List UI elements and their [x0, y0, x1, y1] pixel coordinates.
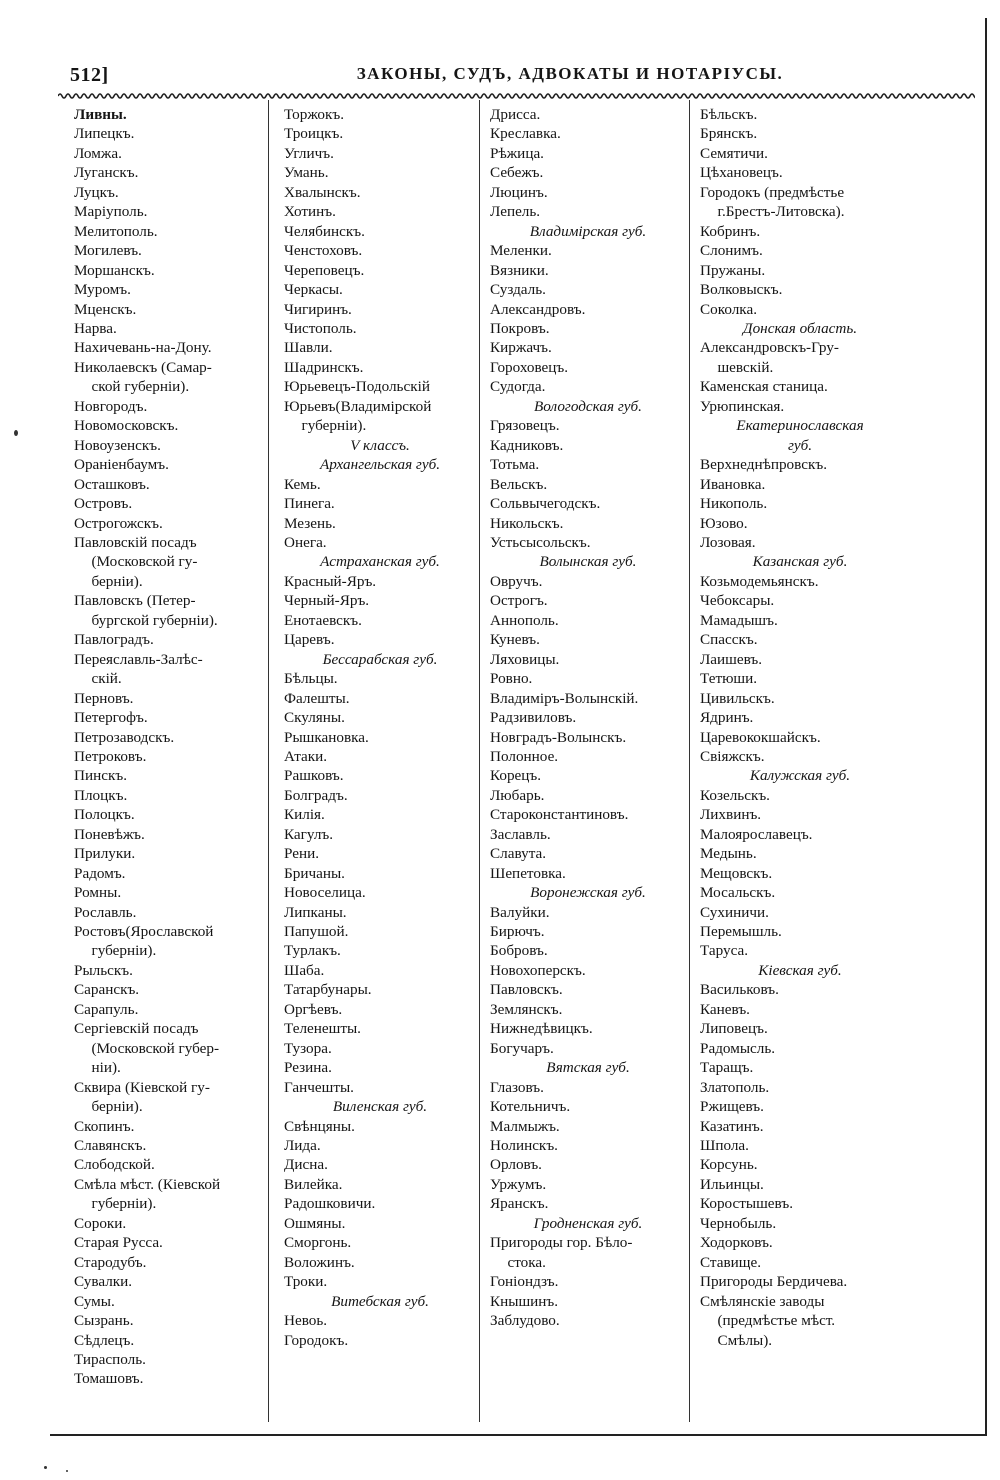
section-heading: Владимірская губ.	[529, 222, 647, 240]
place-entry: Смѣлянскіе заводы	[700, 1292, 825, 1310]
place-entry: Турлакъ.	[284, 942, 341, 960]
place-entry: Юрьевецъ-Подольскій	[284, 378, 430, 396]
section-heading: Волынская губ.	[539, 553, 637, 571]
place-entry: Любарь.	[490, 786, 545, 804]
section-heading: Виленская губ.	[332, 1098, 428, 1116]
column-2	[284, 105, 476, 1430]
place-entry: Нарва.	[74, 319, 117, 337]
place-entry: губерніи).	[301, 417, 367, 435]
place-entry: Покровъ.	[490, 319, 550, 337]
place-entry: (предмѣстье мѣст.	[717, 1312, 836, 1330]
place-entry: Аннополь.	[490, 611, 559, 629]
place-entry: Луганскъ.	[74, 164, 139, 182]
place-entry: Кадниковъ.	[490, 436, 564, 454]
place-entry: Бѣльскъ.	[700, 106, 758, 123]
place-entry: Корсунь.	[700, 1156, 758, 1174]
place-entry: шевскій.	[717, 358, 774, 376]
place-entry: Сувалки.	[74, 1273, 133, 1291]
place-entry: ніи).	[91, 1059, 121, 1077]
place-entry: Петергофъ.	[74, 709, 148, 727]
place-entry: Невоь.	[284, 1312, 328, 1330]
place-entry: Городокъ.	[284, 1331, 349, 1349]
place-entry: Полоцкъ.	[74, 806, 135, 824]
place-entry: Оргѣевъ.	[284, 1000, 343, 1018]
place-entry: Заславль.	[490, 825, 551, 843]
place-entry: Резина.	[284, 1059, 332, 1077]
place-entry: Перемышль.	[700, 923, 782, 941]
place-entry: Угличъ.	[284, 144, 334, 162]
section-heading: Гродненская губ.	[533, 1214, 643, 1232]
place-entry: Воложинъ.	[284, 1253, 355, 1271]
place-entry: Старая Русса.	[74, 1234, 163, 1252]
place-entry: Меленки.	[490, 242, 552, 260]
place-entry: Брянскъ.	[700, 125, 758, 143]
place-entry: скій.	[91, 670, 122, 688]
place-entry: Спасскъ.	[700, 631, 758, 649]
section-heading: губ.	[787, 436, 813, 454]
place-entry: Сороки.	[74, 1214, 127, 1232]
place-entry: Радзивиловъ.	[490, 709, 577, 727]
place-entry: Новградъ-Волынскъ.	[490, 728, 627, 746]
place-entry: Черный-Яръ.	[284, 592, 370, 610]
place-entry: Хотинъ.	[284, 203, 336, 221]
place-entry: Никополь.	[700, 495, 768, 513]
place-entry: Ровно.	[490, 670, 533, 688]
place-entry: Сольвычегодскъ.	[490, 495, 601, 513]
place-entry: Ромны.	[74, 884, 122, 902]
place-entry: Шепетовка.	[490, 864, 566, 882]
place-entry: Татарбунары.	[284, 981, 372, 999]
section-heading: Воронежская губ.	[530, 884, 646, 902]
place-entry: Козельскъ.	[700, 786, 770, 804]
place-entry: Цивильскъ.	[700, 689, 775, 707]
place-entry: Слонимъ.	[700, 242, 763, 260]
place-entry: Луцкъ.	[74, 183, 119, 201]
place-entry: Судогда.	[490, 378, 546, 396]
place-entry: Новохоперскъ.	[490, 961, 586, 979]
place-entry: Ганчешты.	[284, 1078, 354, 1096]
place-entry: Лозовая.	[700, 533, 756, 551]
place-entry: Енотаевскъ.	[284, 611, 362, 629]
place-entry: Шавли.	[284, 339, 333, 357]
place-entry: Заблудово.	[490, 1312, 560, 1330]
print-speck	[44, 1466, 47, 1469]
running-head-title: ЗАКОНЫ, СУДЪ, АДВОКАТЫ И НОТАРІУСЫ.	[356, 64, 784, 83]
place-entry: Рени.	[284, 845, 320, 863]
place-entry: Радомысль.	[700, 1039, 776, 1057]
place-entry: Шадринскъ.	[284, 358, 364, 376]
place-entry: Сарапуль.	[74, 1000, 139, 1018]
print-speck	[14, 430, 18, 436]
place-entry: Кагулъ.	[284, 825, 334, 843]
place-entry: Коростышевъ.	[700, 1195, 793, 1213]
place-entry: Кобринъ.	[700, 222, 761, 240]
place-entry: Владиміръ-Волынскій.	[490, 689, 639, 707]
section-heading: V классъ.	[350, 436, 410, 454]
place-entry: Казатинъ.	[700, 1117, 764, 1135]
place-entry: Малоярославецъ.	[700, 825, 813, 843]
place-entry: Ядринъ.	[700, 709, 754, 727]
place-entry: Киржачъ.	[490, 339, 552, 357]
place-entry: Челябинскъ.	[284, 222, 365, 240]
column-divider	[268, 100, 269, 1422]
place-entry: Малмыжъ.	[490, 1117, 560, 1135]
page-number: 512]	[70, 64, 109, 86]
place-entry: Пинега.	[284, 495, 335, 513]
place-entry: Лида.	[284, 1137, 321, 1155]
place-entry: Скопинъ.	[74, 1117, 135, 1135]
place-entry: Корецъ.	[490, 767, 542, 785]
place-entry: ской губерніи).	[91, 378, 190, 396]
place-entry: Сморгонь.	[284, 1234, 352, 1252]
place-entry: Пинскъ.	[74, 767, 127, 785]
place-entry: Бирючъ.	[490, 923, 545, 941]
place-entry: Дисна.	[284, 1156, 328, 1174]
place-entry: Фалешты.	[284, 689, 350, 707]
place-entry: Каменская станица.	[700, 378, 828, 396]
place-entry: Могилевъ.	[74, 242, 142, 260]
place-entry: Сергіевскій посадъ	[74, 1020, 199, 1038]
place-entry: Никольскъ.	[490, 514, 564, 532]
place-entry: Овручъ.	[490, 572, 543, 590]
place-entry: Ржищевъ.	[700, 1098, 764, 1116]
place-entry: Тузора.	[284, 1039, 332, 1057]
place-entry: Смѣлы).	[717, 1331, 773, 1349]
place-entry: Сѣдлецъ.	[74, 1331, 135, 1349]
place-entry: Тотьма.	[490, 456, 540, 474]
place-entry: Валуйки.	[490, 903, 550, 921]
place-entry: стока.	[507, 1253, 546, 1271]
place-entry: Рашковъ.	[284, 767, 344, 785]
place-entry: Нолинскъ.	[490, 1137, 558, 1155]
place-entry: Сумы.	[74, 1292, 115, 1310]
place-entry: Ростовъ(Ярославской	[74, 923, 214, 941]
place-entry: Александровъ.	[490, 300, 586, 318]
place-entry: Тетюши.	[700, 670, 758, 688]
place-entry: Славута.	[490, 845, 547, 863]
place-entry: Чистополь.	[284, 319, 357, 337]
place-entry: Теленешты.	[284, 1020, 361, 1038]
section-heading: Вологодская губ.	[534, 397, 642, 415]
place-entry: Перновъ.	[74, 689, 134, 707]
section-heading: Кіевская губ.	[758, 961, 842, 979]
place-entry: Стародубъ.	[74, 1253, 147, 1271]
place-entry: Ильинцы.	[700, 1175, 764, 1193]
place-entry: Люцинъ.	[490, 183, 548, 201]
place-entry: Умань.	[284, 164, 329, 182]
place-entry: Бобровъ.	[490, 942, 548, 960]
place-entry: Островъ.	[74, 495, 133, 513]
place-entry: Лихвинъ.	[700, 806, 762, 824]
place-entry: Козьмодемьянскъ.	[700, 572, 819, 590]
place-entry: Верхнеднѣпровскъ.	[700, 456, 827, 474]
place-entry: Вязники.	[490, 261, 549, 279]
section-heading: Калужская губ.	[749, 767, 851, 785]
place-entry: Урюпинская.	[700, 397, 785, 415]
section-heading: Екатеринославская	[736, 417, 864, 435]
place-entry: Александровскъ-Гру-	[700, 339, 839, 357]
place-entry: берніи).	[91, 1098, 143, 1116]
place-entry: Мценскъ.	[74, 300, 137, 318]
place-entry: Тирасполь.	[74, 1351, 146, 1368]
place-entry: Скуляны.	[284, 709, 345, 727]
place-entry: Ходорковъ.	[700, 1234, 773, 1252]
print-speck	[66, 1470, 68, 1472]
place-entry: Лаишевъ.	[700, 650, 763, 668]
place-entry: Чернобыль.	[700, 1214, 777, 1232]
place-entry: Плоцкъ.	[74, 786, 128, 804]
place-entry: г.Брестъ-Литовска).	[717, 203, 845, 221]
place-entry: Рѣжица.	[490, 144, 544, 162]
section-heading: Донская область.	[742, 319, 858, 337]
place-entry: Себежъ.	[490, 164, 544, 182]
place-entry: Черкасы.	[284, 281, 343, 299]
place-entry: Ломжа.	[74, 144, 122, 162]
place-entry: Полонное.	[490, 747, 559, 765]
place-entry: Рославль.	[74, 903, 137, 921]
place-entry: Славянскъ.	[74, 1137, 147, 1155]
place-entry: Свіяжскъ.	[700, 747, 765, 765]
place-entry: Новоузенскъ.	[74, 436, 161, 454]
place-entry: Острогъ.	[490, 592, 548, 610]
column-3	[490, 105, 686, 1430]
place-entry: Пружаны.	[700, 261, 766, 279]
place-entry: Гоніондзъ.	[490, 1273, 559, 1291]
place-entry: Сквира (Кіевской гу-	[74, 1078, 210, 1096]
place-entry: Сызрань.	[74, 1312, 134, 1330]
column-1	[74, 105, 264, 1430]
place-entry: Таруса.	[700, 942, 749, 960]
place-entry: Радошковичи.	[284, 1195, 376, 1213]
place-entry: Лепель.	[490, 203, 541, 221]
place-entry: Килія.	[284, 806, 325, 824]
place-entry: Новоселица.	[284, 884, 366, 902]
place-entry: Саранскъ.	[74, 981, 140, 999]
place-entry: Павловскій посадъ	[74, 533, 197, 551]
place-entry: Петрозаводскъ.	[74, 728, 175, 746]
section-heading: Архангельская губ.	[319, 456, 441, 474]
place-entry: Ораніенбаумъ.	[74, 456, 169, 474]
place-entry: Каневъ.	[700, 1000, 750, 1018]
place-entry: Вельскъ.	[490, 475, 548, 493]
place-entry: Рыльскъ.	[74, 961, 133, 979]
place-entry: Городокъ (предмѣстье	[700, 183, 845, 201]
place-entry: Прилуки.	[74, 845, 136, 863]
place-entry: Папушой.	[284, 923, 349, 941]
place-entry: Нахичевань-на-Дону.	[74, 339, 212, 357]
place-entry: Шпола.	[700, 1137, 749, 1155]
place-entry: Ливны.	[74, 106, 127, 123]
place-entry: Красный-Яръ.	[284, 572, 377, 590]
place-entry: Глазовъ.	[490, 1078, 544, 1096]
place-entry: Сухиничи.	[700, 903, 769, 921]
place-entry: (Московской губер-	[91, 1039, 220, 1057]
place-entry: Шаба.	[284, 961, 325, 979]
page-frame-bottom-rule	[50, 1434, 987, 1436]
place-entry: Устьсысольскъ.	[490, 533, 591, 551]
wavy-header-rule	[58, 90, 975, 102]
place-entry: Куневъ.	[490, 631, 540, 649]
place-entry: Кемь.	[284, 475, 321, 493]
place-entry: Павловскъ.	[490, 981, 563, 999]
place-entry: Липовецъ.	[700, 1020, 768, 1038]
place-entry: Острогожскъ.	[74, 514, 163, 532]
place-entry: Цѣхановецъ.	[700, 164, 783, 182]
place-entry: Хвалынскъ.	[284, 183, 361, 201]
place-entry: Гороховецъ.	[490, 358, 569, 376]
section-heading: Казанская губ.	[752, 553, 848, 571]
place-entry: Нижнедѣвицкъ.	[490, 1020, 593, 1038]
section-heading: Вятская губ.	[546, 1059, 630, 1077]
place-entry: Переяславль-Залѣс-	[74, 650, 203, 668]
place-entry: губерніи).	[91, 1195, 157, 1213]
place-entry: Вилейка.	[284, 1175, 343, 1193]
place-entry: Свѣнцяны.	[284, 1117, 355, 1135]
place-entry: Череповецъ.	[284, 261, 365, 279]
place-entry: Васильковъ.	[700, 981, 779, 999]
place-entry: Чебоксары.	[700, 592, 775, 610]
place-entry: Ивановка.	[700, 475, 766, 493]
place-entry: Новомосковскъ.	[74, 417, 179, 435]
place-entry: Павловскъ (Петер-	[74, 592, 196, 610]
place-entry: Пригороды Бердичева.	[700, 1273, 848, 1291]
place-entry: Бричаны.	[284, 864, 345, 882]
place-entry: Муромъ.	[74, 281, 131, 299]
place-entry: губерніи).	[91, 942, 157, 960]
place-entry: Грязовецъ.	[490, 417, 560, 435]
column-divider	[479, 100, 480, 1422]
place-entry: Болградъ.	[284, 786, 348, 804]
place-entry: берніи).	[91, 572, 143, 590]
column-4	[700, 105, 900, 1430]
place-entry: Атаки.	[284, 747, 328, 765]
place-entry: Мезень.	[284, 514, 336, 532]
place-entry: Липканы.	[284, 903, 347, 921]
place-entry: Богучаръ.	[490, 1039, 554, 1057]
place-entry: Мосальскъ.	[700, 884, 776, 902]
place-entry: Маріуполь.	[74, 203, 148, 221]
place-entry: Слободской.	[74, 1156, 155, 1174]
place-entry: Чигиринъ.	[284, 300, 352, 318]
place-entry: Медынь.	[700, 845, 757, 863]
place-entry: Ляховицы.	[490, 650, 560, 668]
place-entry: Моршанскъ.	[74, 261, 155, 279]
column-divider	[689, 100, 690, 1422]
place-entry: Мелитополь.	[74, 222, 158, 240]
place-entry: Осташковъ.	[74, 475, 150, 493]
place-entry: Ставище.	[700, 1253, 762, 1271]
place-entry: Дрисса.	[490, 106, 541, 123]
place-entry: Смѣла мѣст. (Кіевской	[74, 1175, 221, 1193]
place-entry: Волковыскъ.	[700, 281, 783, 299]
place-entry: Юрьевъ(Владимірской	[284, 397, 432, 415]
place-entry: Котельничъ.	[490, 1098, 571, 1116]
place-entry: Таращъ.	[700, 1059, 754, 1077]
place-entry: Златополь.	[700, 1078, 770, 1096]
place-entry: Землянскъ.	[490, 1000, 563, 1018]
place-entry: Уржумъ.	[490, 1175, 547, 1193]
place-entry: Яранскъ.	[490, 1195, 549, 1213]
place-entry: (Московской гу-	[91, 553, 198, 571]
place-entry: Бѣльцы.	[284, 670, 338, 688]
place-entry: Томашовъ.	[74, 1370, 144, 1388]
place-entry: Рышкановка.	[284, 728, 369, 746]
place-entry: Мамадышъ.	[700, 611, 778, 629]
place-entry: Липецкъ.	[74, 125, 135, 143]
place-entry: Царевъ.	[284, 631, 335, 649]
page-frame-right-rule	[985, 18, 987, 1435]
place-entry: Пригороды гор. Бѣло-	[490, 1234, 633, 1252]
place-entry: Креславка.	[490, 125, 561, 143]
place-entry: Онега.	[284, 533, 327, 551]
place-entry: Орловъ.	[490, 1156, 542, 1174]
place-entry: Юзово.	[700, 514, 748, 532]
place-entry: Кнышинъ.	[490, 1292, 559, 1310]
place-entry: Павлоградъ.	[74, 631, 154, 649]
place-entry: Мещовскъ.	[700, 864, 773, 882]
place-entry: Новгородъ.	[74, 397, 148, 415]
place-entry: Ошмяны.	[284, 1214, 346, 1232]
place-entry: Поневѣжъ.	[74, 825, 145, 843]
place-entry: Торжокъ.	[284, 106, 345, 123]
place-entry: Семятичи.	[700, 144, 768, 162]
section-heading: Астраханская губ.	[320, 553, 440, 571]
section-heading: Бессарабская губ.	[322, 650, 438, 668]
place-entry: Суздаль.	[490, 281, 546, 299]
place-entry: Троицкъ.	[284, 125, 344, 143]
section-heading: Витебская губ.	[331, 1292, 429, 1310]
place-entry: бургской губерніи).	[91, 611, 218, 629]
place-entry: Николаевскъ (Самар-	[74, 358, 212, 376]
place-entry: Ченстоховъ.	[284, 242, 363, 260]
place-entry: Троки.	[284, 1273, 328, 1291]
place-entry: Петроковъ.	[74, 747, 147, 765]
place-entry: Царевококшайскъ.	[700, 728, 821, 746]
place-entry: Радомъ.	[74, 864, 126, 882]
place-entry: Соколка.	[700, 300, 757, 318]
place-entry: Староконстантиновъ.	[490, 806, 629, 824]
